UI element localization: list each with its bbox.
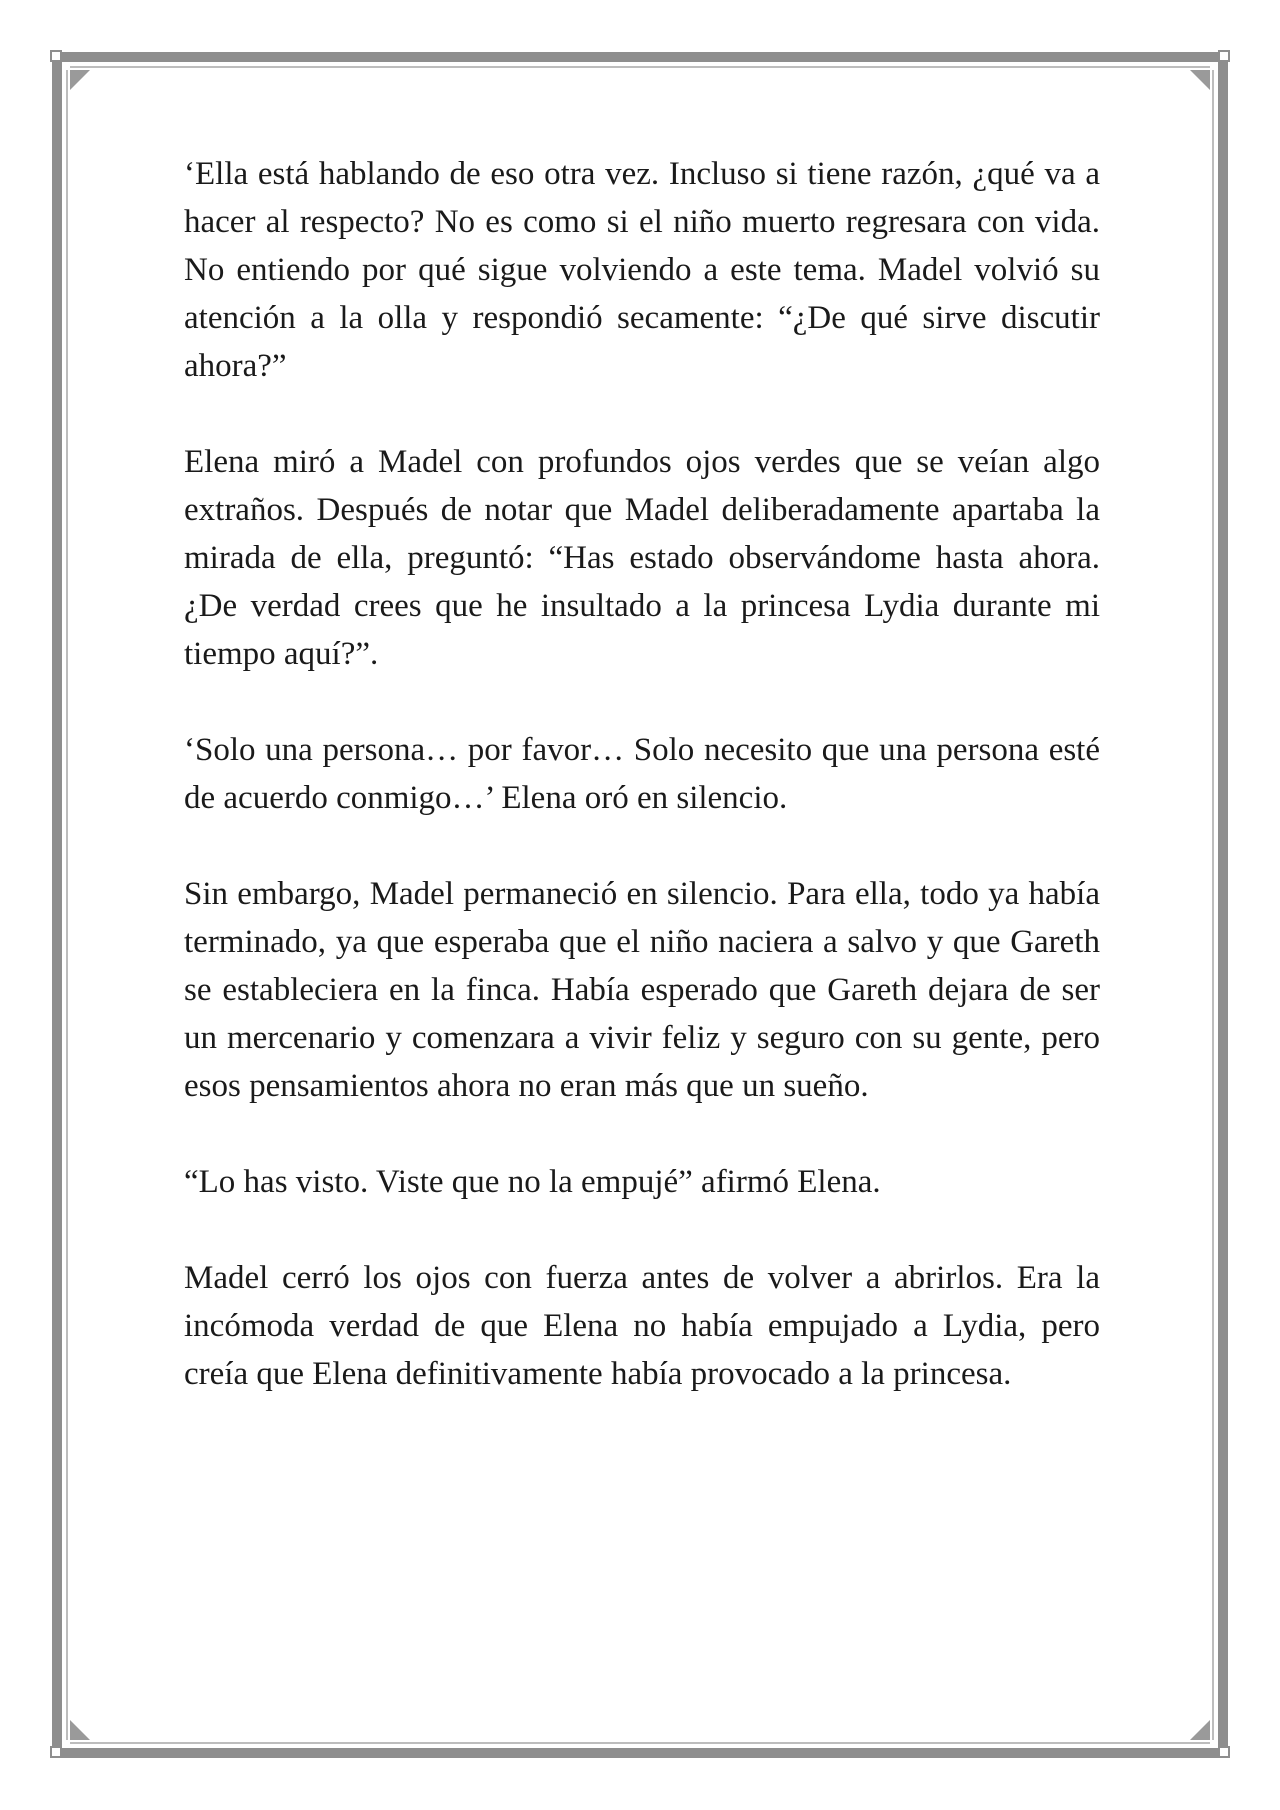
frame-border-right <box>1218 60 1228 1750</box>
paragraph: Elena miró a Madel con profundos ojos verdes que se veían algo extraños. Después de notar que Madel deliberadamente apartaba la mirada de ella, preguntó: “Has estado observándome hasta ahora. ¿De verdad crees que he insultado a la princesa Lydia durante mi tiempo aquí?”. <box>184 444 1100 672</box>
corner-ornament-bottom-left <box>50 1746 62 1758</box>
corner-ornament-top-left <box>50 50 62 62</box>
paragraph: Sin embargo, Madel permaneció en silencio. Para ella, todo ya había terminado, ya que esperaba que el niño naciera a salvo y que Gareth se estableciera en la finca. Había esperado que Gareth dejara de ser un mercenario y comenzara a vivir feliz y seguro con su gente, pero esos pensamientos ahora no eran más que un sueño. <box>184 876 1100 1104</box>
corner-ornament-bottom-right <box>1218 1746 1230 1758</box>
corner-triangle-bottom-right <box>1190 1720 1210 1740</box>
corner-ornament-top-right <box>1218 50 1230 62</box>
frame-border-bottom <box>60 1748 1220 1758</box>
paragraph: ‘Ella está hablando de eso otra vez. Incluso si tiene razón, ¿qué va a hacer al respecto? No es como si el niño muerto regresara con vida. No entiendo por qué sigue volviendo a este tema. Madel volvió su atención a la olla y respondió secamente: “¿De qué sirve discutir ahora?” <box>184 156 1100 384</box>
corner-triangle-top-left <box>70 70 90 90</box>
body-text <box>184 150 1100 1446</box>
corner-triangle-top-right <box>1190 70 1210 90</box>
corner-triangle-bottom-left <box>70 1720 90 1740</box>
frame-inner-right <box>1212 70 1214 1740</box>
frame-inner-left <box>66 70 68 1740</box>
frame-border-top <box>60 52 1220 62</box>
frame-border-left <box>52 60 62 1750</box>
paragraph: Madel cerró los ojos con fuerza antes de volver a abrirlos. Era la incómoda verdad de que Elena no había empujado a Lydia, pero creía que Elena definitivamente había provocado a la princesa. <box>184 1260 1100 1392</box>
paragraph: ‘Solo una persona… por favor… Solo necesito que una persona esté de acuerdo conmigo…’ Elena oró en silencio. <box>184 732 1100 816</box>
frame-inner-top <box>70 66 1210 68</box>
frame-inner-bottom <box>70 1742 1210 1744</box>
paragraph: “Lo has visto. Viste que no la empujé” afirmó Elena. <box>184 1164 881 1200</box>
